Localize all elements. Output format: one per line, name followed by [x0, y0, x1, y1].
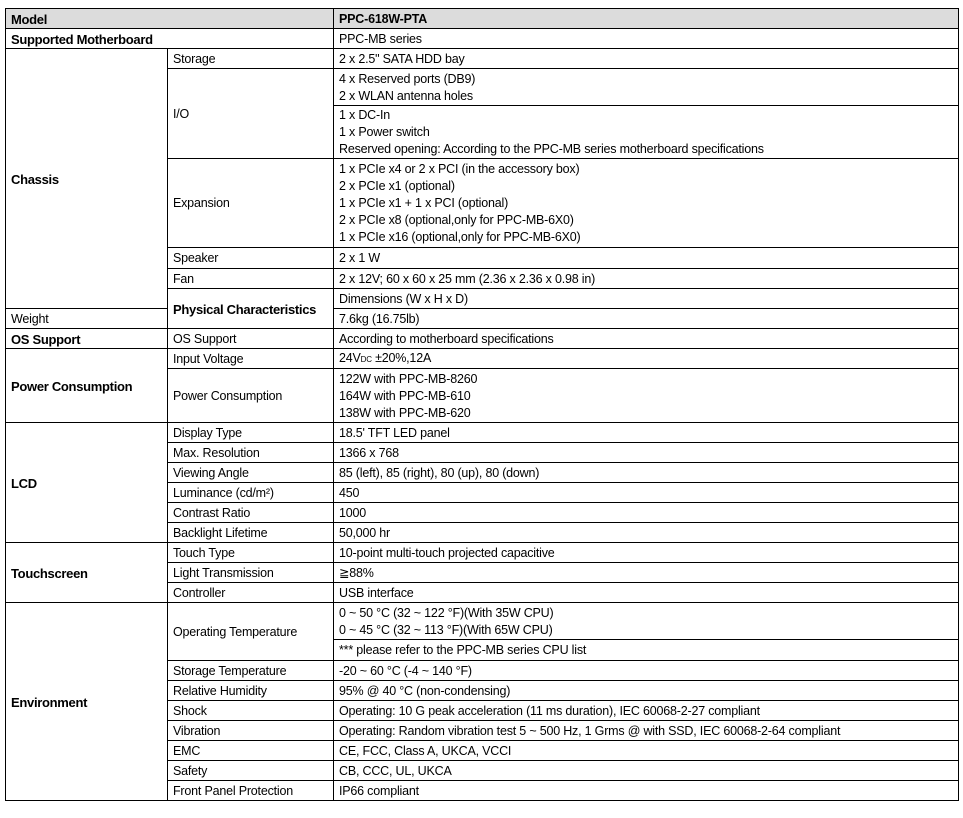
spec-label: I/O	[168, 69, 334, 159]
spec-label: EMC	[168, 741, 334, 761]
value-line: 1 x Power switch	[339, 125, 430, 139]
table-row	[6, 329, 959, 349]
voltage-tolerance: ±20%,12A	[371, 351, 432, 365]
spec-value: 1366 x 768	[334, 443, 959, 463]
section-lcd: LCD	[6, 423, 168, 543]
value-line: 0 ~ 45 °C (32 ~ 113 °F)(With 65W CPU)	[339, 622, 553, 637]
spec-value: 95% @ 40 °C (non-condensing)	[334, 681, 959, 701]
spec-label: Luminance (cd/m²)	[168, 483, 334, 503]
header-row	[6, 9, 959, 29]
spec-label: Vibration	[168, 721, 334, 741]
section-touchscreen: Touchscreen	[6, 543, 168, 603]
value-line: 2 x WLAN antenna holes	[339, 88, 473, 103]
spec-value: IP66 compliant	[334, 781, 959, 801]
spec-label: Operating Temperature	[168, 603, 334, 661]
spec-value: 450	[334, 483, 959, 503]
spec-label: Weight	[6, 309, 168, 329]
spec-label: Display Type	[168, 423, 334, 443]
spec-value: 18.5' TFT LED panel	[334, 423, 959, 443]
spec-label: Dimensions (W x H x D)	[334, 289, 959, 309]
spec-label: Input Voltage	[168, 349, 334, 369]
spec-label: Viewing Angle	[168, 463, 334, 483]
spec-value: CE, FCC, Class A, UKCA, VCCI	[334, 741, 959, 761]
model-label: Model	[6, 9, 334, 29]
model-value: PPC-618W-PTA	[334, 9, 959, 29]
value-line: 1 x PCIe x16 (optional,only for PPC-MB-6X0)	[339, 230, 581, 244]
section-chassis: Chassis	[6, 49, 168, 309]
spec-value: 2 x 12V; 60 x 60 x 25 mm (2.36 x 2.36 x 0.98 in)	[334, 269, 959, 289]
table-row	[6, 49, 959, 69]
section-os: OS Support	[6, 329, 168, 349]
spec-label: Expansion	[168, 159, 334, 248]
spec-value: -20 ~ 60 °C (-4 ~ 140 °F)	[334, 661, 959, 681]
spec-value: 85 (left), 85 (right), 80 (up), 80 (down)	[334, 463, 959, 483]
voltage-value: 24V	[339, 351, 361, 365]
spec-value	[334, 349, 959, 369]
spec-label: Front Panel Protection	[168, 781, 334, 801]
spec-label: Speaker	[168, 248, 334, 269]
spec-label: OS Support	[168, 329, 334, 349]
spec-value	[334, 69, 959, 106]
spec-value: Operating: 10 G peak acceleration (11 ms duration), IEC 60068-2-27 compliant	[334, 701, 959, 721]
spec-label: Shock	[168, 701, 334, 721]
spec-value: According to motherboard specifications	[334, 329, 959, 349]
spec-value: ≧88%	[334, 563, 959, 583]
spec-label: Backlight Lifetime	[168, 523, 334, 543]
spec-value: 50,000 hr	[334, 523, 959, 543]
spec-value: 2 x 2.5" SATA HDD bay	[334, 49, 959, 69]
spec-value	[334, 369, 959, 423]
value-line: 2 x PCIe x1 (optional)	[339, 179, 455, 193]
spec-label: Safety	[168, 761, 334, 781]
table-row	[6, 603, 959, 640]
spec-label: Storage	[168, 49, 334, 69]
spec-label: Max. Resolution	[168, 443, 334, 463]
spec-value: *** please refer to the PPC-MB series CPU list	[334, 640, 959, 661]
spec-label: Relative Humidity	[168, 681, 334, 701]
spec-label: Touch Type	[168, 543, 334, 563]
value-line: 122W with PPC-MB-8260	[339, 371, 478, 386]
section-physical: Physical Characteristics	[168, 289, 334, 329]
spec-value: 1000	[334, 503, 959, 523]
value-line: Reserved opening: According to the PPC-MB series motherboard specifications	[339, 142, 764, 156]
spec-value: 2 x 1 W	[334, 248, 959, 269]
value-line: 1 x DC-In	[339, 108, 390, 122]
value-line: 0 ~ 50 °C (32 ~ 122 °F)(With 35W CPU)	[339, 605, 554, 620]
table-row	[6, 349, 959, 369]
spec-label: Storage Temperature	[168, 661, 334, 681]
spec-label: Light Transmission	[168, 563, 334, 583]
value-line: 164W with PPC-MB-610	[339, 388, 471, 403]
spec-value: 7.6kg (16.75lb)	[334, 309, 959, 329]
value-line: 1 x PCIe x4 or 2 x PCI (in the accessory box)	[339, 162, 580, 176]
value-line: 2 x PCIe x8 (optional,only for PPC-MB-6X0)	[339, 213, 574, 227]
spec-value	[334, 603, 959, 640]
value-line: 4 x Reserved ports (DB9)	[339, 71, 476, 86]
value-line: 138W with PPC-MB-620	[339, 405, 471, 420]
spec-value: CB, CCC, UL, UKCA	[334, 761, 959, 781]
table-row	[6, 309, 959, 329]
dc-subscript: DC	[360, 355, 372, 364]
spec-table	[5, 8, 959, 801]
table-row	[6, 543, 959, 563]
table-row	[6, 423, 959, 443]
spec-label: Fan	[168, 269, 334, 289]
spec-value: Operating: Random vibration test 5 ~ 500 Hz, 1 Grms @ with SSD, IEC 60068-2-64 compliant	[334, 721, 959, 741]
value-line: 1 x PCIe x1 + 1 x PCI (optional)	[339, 196, 509, 210]
supported-motherboard-value: PPC-MB series	[334, 29, 959, 49]
supported-motherboard-label: Supported Motherboard	[6, 29, 334, 49]
spec-value: USB interface	[334, 583, 959, 603]
section-power: Power Consumption	[6, 349, 168, 423]
spec-value	[334, 106, 959, 159]
spec-label: Contrast Ratio	[168, 503, 334, 523]
spec-value	[334, 159, 959, 248]
section-environment: Environment	[6, 603, 168, 801]
spec-value: 10-point multi-touch projected capacitive	[334, 543, 959, 563]
supported-motherboard-row	[6, 29, 959, 49]
spec-label: Controller	[168, 583, 334, 603]
spec-label: Power Consumption	[168, 369, 334, 423]
